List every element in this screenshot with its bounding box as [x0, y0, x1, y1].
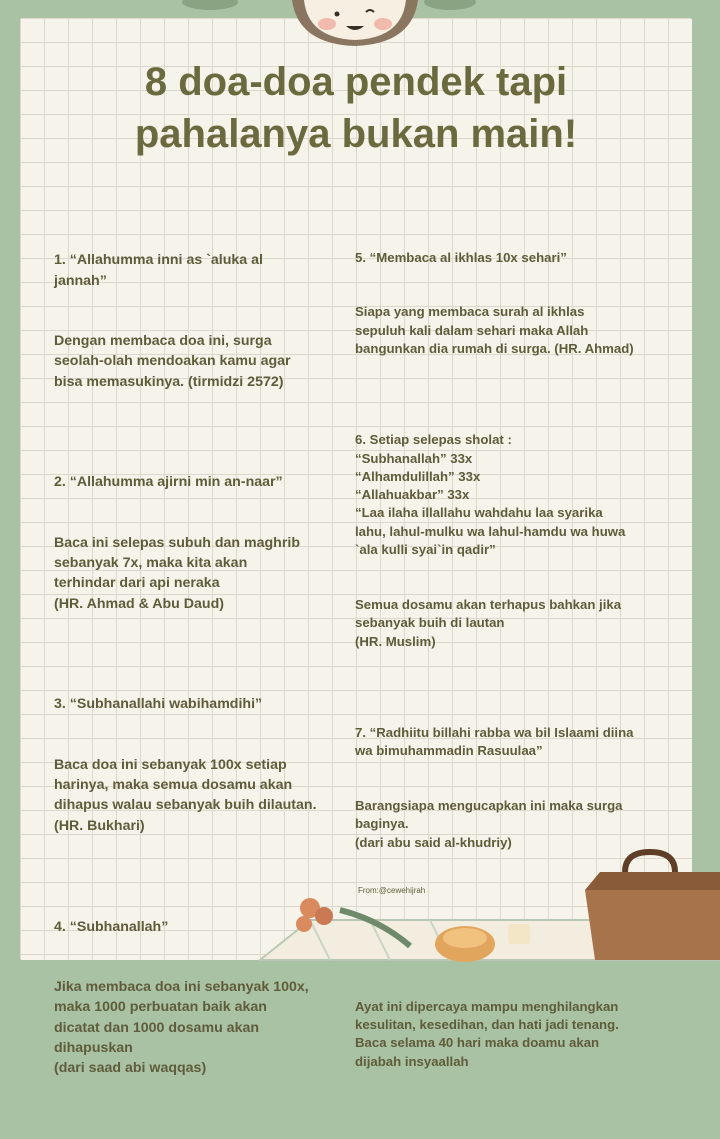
prayer-text: 5. “Membaca al ikhlas 10x sehari”: [355, 249, 567, 265]
prayer-text: 1. “Allahumma inni as `aluka al jannah”: [54, 252, 263, 289]
right-column: [355, 212, 671, 1126]
prayer-description: Barangsiapa mengucapkan ini maka surga baginya. (dari abu said al-khudriy): [355, 797, 623, 850]
prayer-item: [54, 452, 346, 634]
prayer-description: Ayat ini dipercaya mampu menghilangkan kesulitan, kesedihan, dan hati jadi tenang. Baca selama 40 hari maka doamu akan dijabah insyaallah: [355, 998, 619, 1069]
prayer-description: Jika membaca doa ini sebanyak 100x, maka 1000 perbuatan baik akan dicatat dan 1000 dosamu akan dihapuskan (dari saad abi waqqas): [54, 979, 309, 1076]
prayer-description: Semua dosamu akan terhapus bahkan jika sebanyak buih di lautan (HR. Muslim): [355, 596, 622, 649]
girl-face-illustration: [180, 0, 480, 50]
title-line-1: 8 doa-doa pendek tapi: [144, 60, 568, 104]
prayer-description: Dengan membaca doa ini, surga seolah-olah mendoakan kamu agar bisa memasukinya. (tirmidzi 2572): [54, 333, 291, 390]
title-line-2: pahalanya bukan main!: [134, 112, 578, 156]
prayer-description: Baca doa ini sebanyak 100x setiap harinya, maka semua dosamu akan dihapus walau sebanyak buih dilautan. (HR. Bukhari): [54, 757, 317, 834]
page-title: [20, 56, 692, 160]
prayer-text: 7. “Radhiitu billahi rabba wa bil Islaami diina wa bimuhammadin Rasuulaa”: [355, 724, 634, 759]
prayer-text: 4. “Subhanallah”: [54, 918, 169, 935]
prayer-item: [54, 674, 346, 856]
credit-text: From:@cewehijrah: [358, 886, 426, 895]
prayer-description: Baca ini selepas subuh dan maghrib sebanyak 7x, maka kita akan terhindar dari api neraka (HR. Ahmad & Abu Daud): [54, 535, 300, 612]
prayer-item: [355, 705, 671, 870]
prayer-text: 6. Setiap selepas sholat : “Subhanallah” 33x “Alhamdulillah” 33x “Allahuakbar” 33x “Laa ilaha illallahu wahdahu laa syarika lahu, lahul-mulku wa lahul-hamdu wa huwa `ala kulli syai`in qadir”: [355, 432, 626, 558]
left-column: [54, 210, 346, 1139]
prayer-item: [54, 230, 346, 412]
prayer-text: 3. “Subhanallahi wabihamdihi”: [54, 696, 263, 713]
prayer-description: Siapa yang membaca surah al ikhlas sepuluh kali dalam sehari maka Allah bangunkan dia rumah di surga. (HR. Ahmad): [355, 304, 634, 357]
prayer-text: 2. “Allahumma ajirni min an-naar”: [54, 474, 283, 491]
prayer-item: [355, 413, 671, 669]
prayer-item: [355, 230, 671, 376]
picnic-illustration: [250, 850, 720, 960]
